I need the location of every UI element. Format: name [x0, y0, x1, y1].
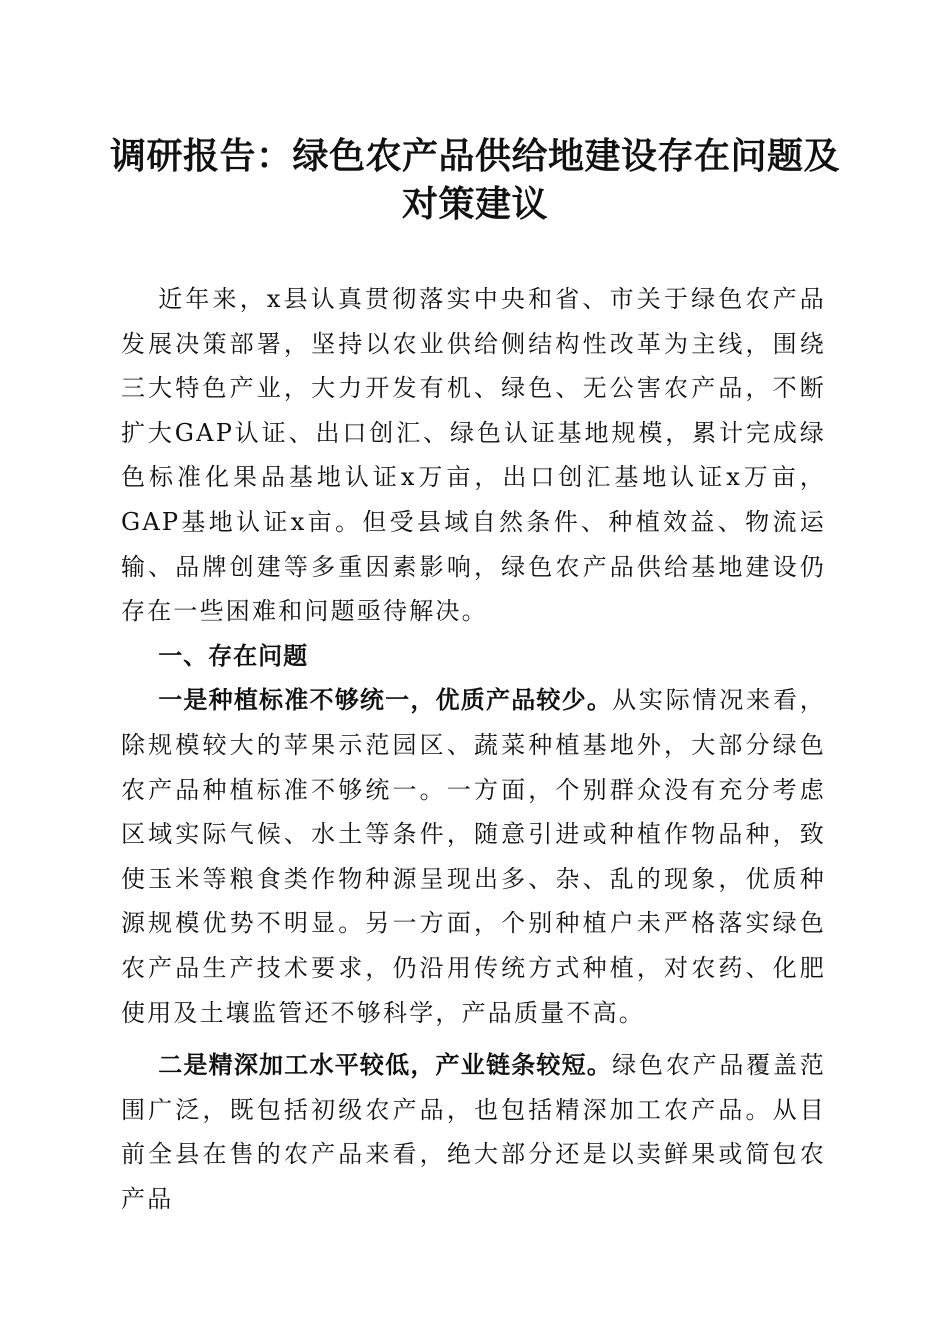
title-line-2: 对策建议 — [401, 183, 548, 225]
intro-paragraph: 近年来，x县认真贯彻落实中央和省、市关于绿色农产品发展决策部署，坚持以农业供给侧结构性改革为主线，围绕三大特色产业，大力开发有机、绿色、无公害农产品，不断扩大GAP认证、出口创汇、绿色认证基地规模，累计完成绿色标准化果品基地认证x万亩，出口创汇基地认证x万亩，GAP基地认证x亩。但受县域自然条件、种植效益、物流运输、品牌创建等多重因素影响，绿色农产品供给基地建设仍存在一些困难和问题亟待解决。 — [121, 285, 826, 626]
point-2-paragraph — [121, 1043, 826, 1221]
section-heading-problems: 一、存在问题 — [158, 641, 309, 670]
point-1-lead: 一是种植标准不够统一，优质产品较少。 — [158, 686, 613, 715]
point-2-lead: 二是精深加工水平较低，产业链条较短。 — [158, 1051, 613, 1080]
document-body — [121, 277, 826, 1221]
point-2-text: 绿色农产品覆盖范围广泛，既包括初级农产品，也包括精深加工农产品。从目前全县在售的农产品来看，绝大部分还是以卖鲜果或简包农产品 — [121, 1051, 826, 1213]
point-1-text: 从实际情况来看，除规模较大的苹果示范园区、蔬菜种植基地外，大部分绿色农产品种植标准不够统一。一方面，个别群众没有充分考虑区域实际气候、水土等条件，随意引进或种植作物品种，致使玉米等粮食类作物种源呈现出多、杂、乱的现象，优质种源规模优势不明显。另一方面，个别种植户未严格落实绿色农产品生产技术要求，仍沿用传统方式种植，对农药、化肥使用及土壤监管还不够科学，产品质量不高。 — [121, 686, 826, 1027]
document-title — [100, 132, 850, 228]
title-line-1: 调研报告：绿色农产品供给地建设存在问题及 — [109, 135, 840, 177]
point-1-paragraph — [121, 678, 826, 1035]
